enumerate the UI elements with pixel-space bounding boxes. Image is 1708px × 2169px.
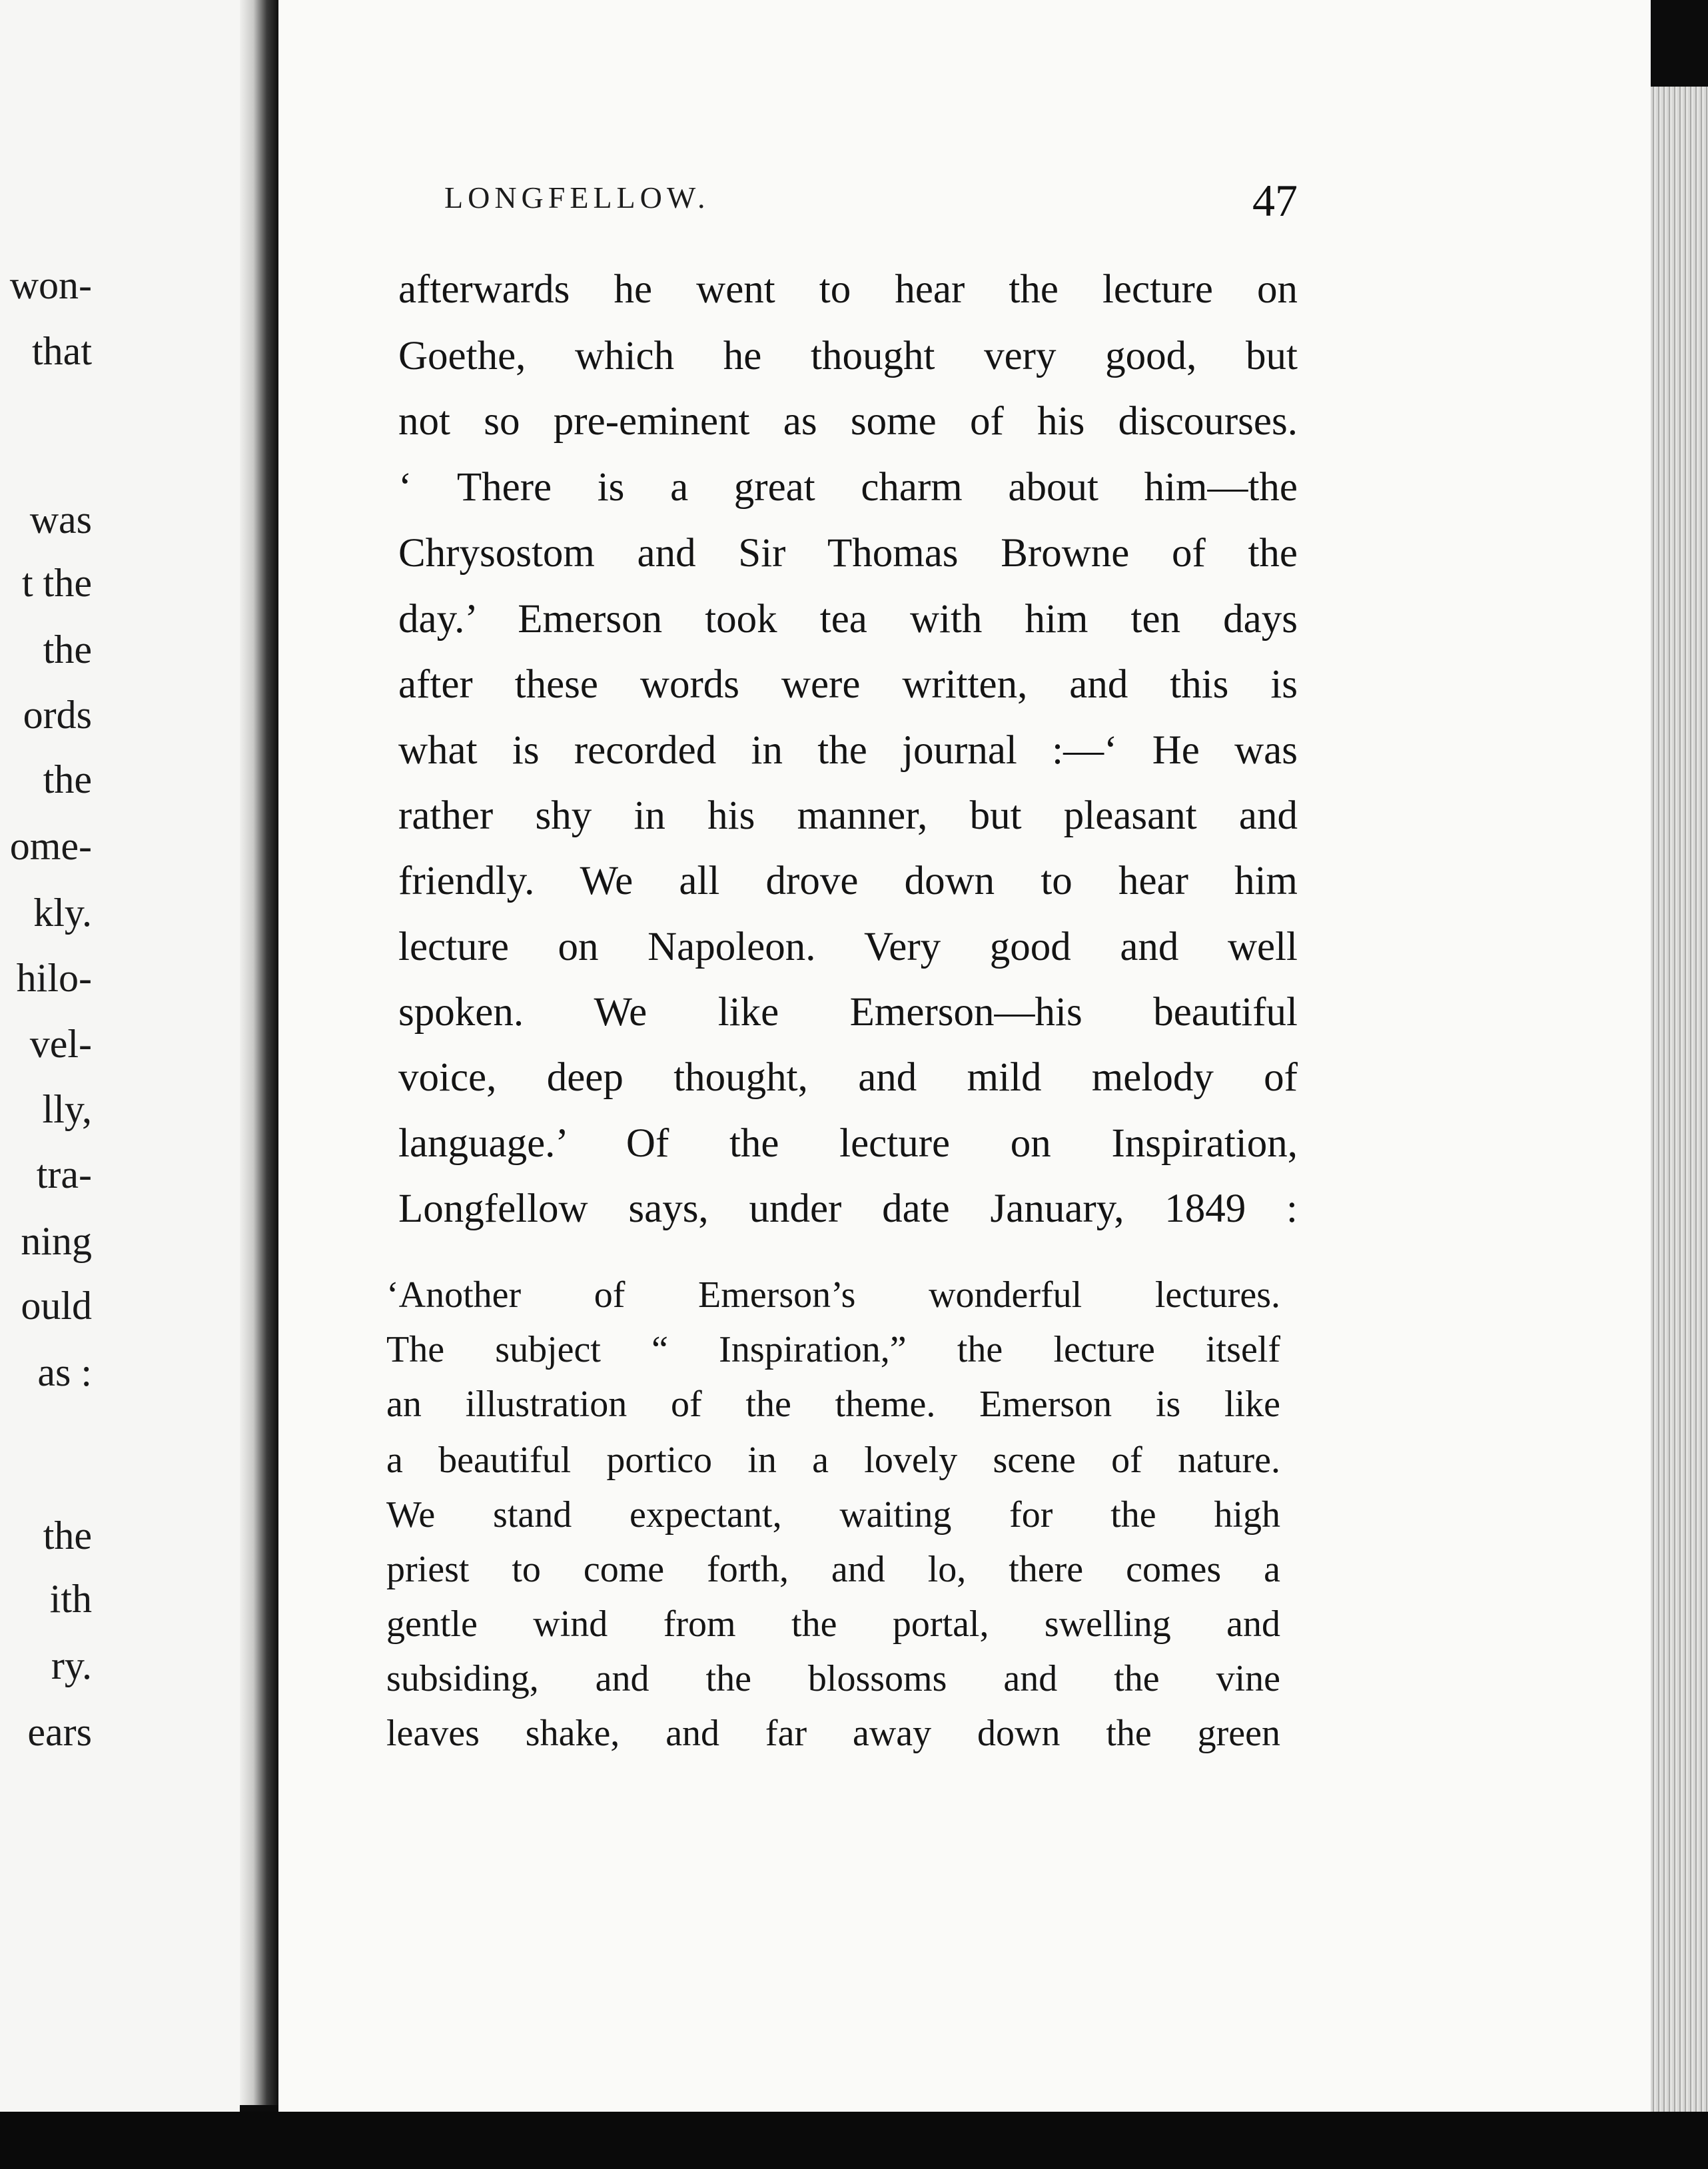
bottom-shadow	[0, 2112, 1708, 2169]
text-line: friendly. We all drove down to hear him	[398, 859, 1298, 903]
left-fragment: ith	[49, 1577, 92, 1621]
quote-line: a beautiful portico in a lovely scene of nature.	[386, 1440, 1280, 1481]
left-fragment: kly.	[33, 891, 92, 935]
left-fragment: was	[29, 498, 92, 542]
left-fragment: the	[43, 757, 92, 801]
left-facing-page	[0, 0, 240, 2112]
left-fragment: that	[32, 329, 92, 373]
text-line: language.’ Of the lecture on Inspiration,	[398, 1121, 1298, 1166]
text-line: voice, deep thought, and mild melody of	[398, 1055, 1298, 1100]
quote-line: an illustration of the theme. Emerson is like	[386, 1384, 1280, 1425]
quote-line: subsiding, and the blossoms and the vine	[386, 1658, 1280, 1699]
quote-line: The subject “ Inspiration,” the lecture itself	[386, 1329, 1280, 1370]
running-head: LONGFELLOW.	[444, 181, 710, 215]
text-line: Chrysostom and Sir Thomas Browne of the	[398, 531, 1298, 576]
page-edges	[1651, 87, 1708, 2112]
text-line: what is recorded in the journal :—‘ He was	[398, 728, 1298, 773]
quote-line: ‘Another of Emerson’s wonderful lectures.	[386, 1274, 1280, 1316]
text-line: day.’ Emerson took tea with him ten days	[398, 597, 1298, 642]
left-fragment: t the	[22, 561, 92, 605]
left-fragment: ords	[23, 693, 92, 737]
text-line: Longfellow says, under date January, 1849 :	[398, 1186, 1298, 1231]
text-line: afterwards he went to hear the lecture on	[398, 267, 1298, 312]
text-line: ‘ There is a great charm about him—the	[398, 465, 1298, 510]
left-fragment: won-	[9, 263, 92, 307]
left-fragment: as :	[37, 1350, 92, 1394]
left-fragment: the	[43, 628, 92, 671]
left-fragment: tra-	[36, 1152, 92, 1196]
quote-line: gentle wind from the portal, swelling and	[386, 1603, 1280, 1645]
left-fragment: ry.	[51, 1643, 92, 1687]
text-line: lecture on Napoleon. Very good and well	[398, 925, 1298, 969]
left-fragment: ears	[27, 1710, 92, 1754]
text-line: not so pre-eminent as some of his discourses.	[398, 399, 1298, 444]
left-fragment: vel-	[29, 1022, 92, 1066]
page-number: 47	[1252, 175, 1298, 226]
text-line: after these words were written, and this is	[398, 662, 1298, 707]
text-line: Goethe, which he thought very good, but	[398, 334, 1298, 378]
left-fragment: ould	[21, 1284, 92, 1328]
left-fragment: lly,	[42, 1087, 92, 1131]
quote-line: leaves shake, and far away down the green	[386, 1713, 1280, 1754]
quote-line: priest to come forth, and lo, there comes a	[386, 1549, 1280, 1590]
text-line: spoken. We like Emerson—his beautiful	[398, 990, 1298, 1035]
left-fragment: the	[43, 1514, 92, 1557]
text-line: rather shy in his manner, but pleasant and	[398, 793, 1298, 838]
left-fragment: hilo-	[16, 956, 92, 1000]
left-fragment: ning	[21, 1219, 92, 1263]
quote-line: We stand expectant, waiting for the high	[386, 1494, 1280, 1535]
left-fragment: ome-	[9, 824, 92, 868]
book-gutter	[240, 0, 278, 2105]
